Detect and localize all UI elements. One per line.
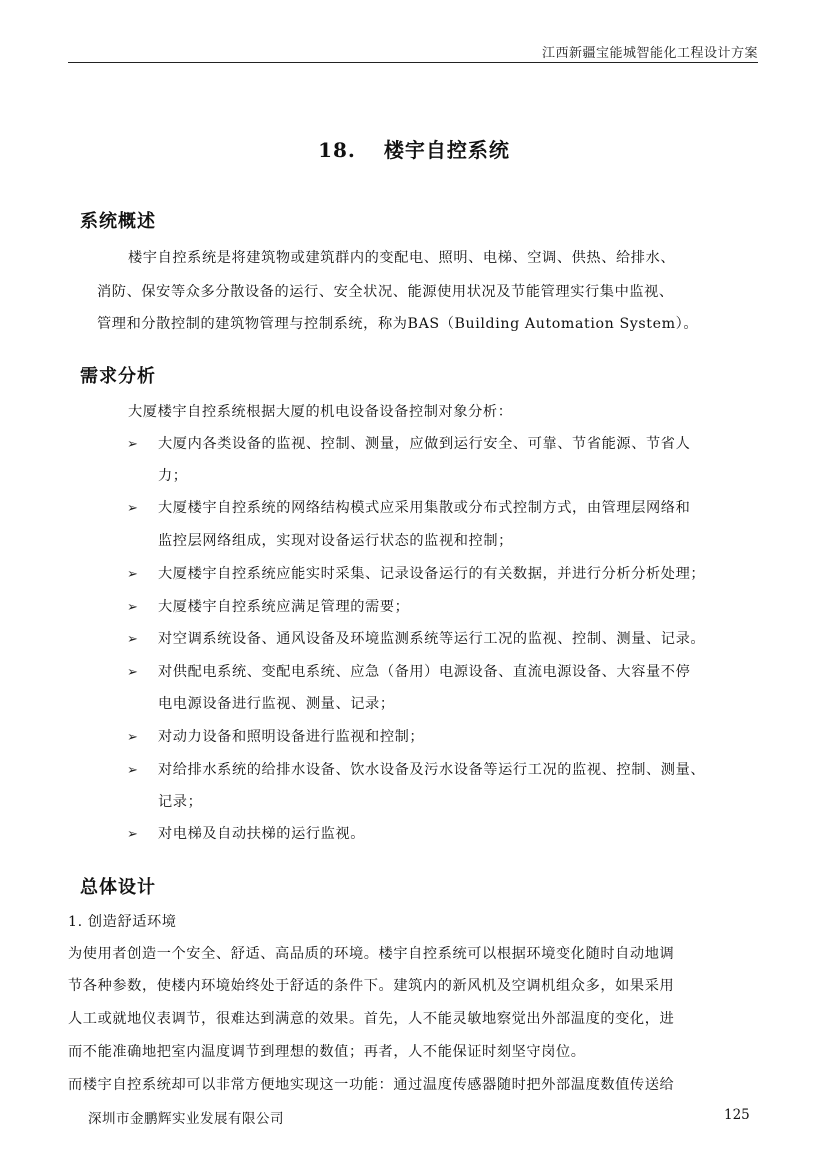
requirement-item-9: 对电梯及自动扶梯的运行监视。 [158, 826, 366, 842]
requirement-item-4: 大厦楼宇自控系统应满足管理的需要； [158, 599, 410, 615]
overview-line-3: 管理和分散控制的建筑物管理与控制系统，称为BAS（Building Automation System）。 [97, 316, 699, 332]
design-line-2: 节各种参数，使楼内环境始终处于舒适的条件下。建筑内的新风机及空调机组众多，如果采用 [68, 978, 675, 994]
requirement-item-1-line-2: 力； [158, 468, 188, 484]
design-subheading: 1. 创造舒适环境 [68, 914, 177, 930]
design-line-1: 为使用者创造一个安全、舒适、高品质的环境。楼宇自控系统可以根据环境变化随时自动地调 [68, 946, 675, 962]
bullet-icon: ➢ [127, 730, 138, 745]
requirements-intro: 大厦楼宇自控系统根据大厦的机电设备设备控制对象分析： [128, 404, 513, 420]
requirement-item-7: 对动力设备和照明设备进行监视和控制； [158, 729, 425, 745]
bullet-icon: ➢ [127, 632, 138, 647]
requirement-item-6-line-2: 电电源设备进行监视、测量、记录； [158, 696, 395, 712]
requirement-item-5: 对空调系统设备、通风设备及环境监测系统等运行工况的监视、控制、测量、记录。 [158, 631, 706, 647]
footer-company: 深圳市金鹏辉实业发展有限公司 [88, 1111, 284, 1127]
design-line-5: 而楼宇自控系统却可以非常方便地实现这一功能：通过温度传感器随时把外部温度数值传送给 [68, 1077, 675, 1093]
requirement-item-8-line-1: 对给排水系统的给排水设备、饮水设备及污水设备等运行工况的监视、控制、测量、 [158, 762, 706, 778]
bullet-icon: ➢ [127, 501, 138, 516]
requirement-item-3: 大厦楼宇自控系统应能实时采集、记录设备运行的有关数据，并进行分析分析处理； [158, 566, 706, 582]
design-line-4: 而不能准确地把室内温度调节到理想的数值；再者，人不能保证时刻坚守岗位。 [68, 1044, 586, 1060]
bullet-icon: ➢ [127, 827, 138, 842]
requirement-item-6-line-1: 对供配电系统、变配电系统、应急（备用）电源设备、直流电源设备、大容量不停 [158, 664, 691, 680]
section-heading-overview: 系统概述 [80, 211, 156, 232]
bullet-icon: ➢ [127, 665, 138, 680]
header-title: 江西新疆宝能城智能化工程设计方案 [541, 46, 758, 61]
bullet-icon: ➢ [127, 600, 138, 615]
section-heading-design: 总体设计 [80, 877, 156, 898]
overview-line-2: 消防、保安等众多分散设备的运行、安全状况、能源使用状况及节能管理实行集中监视、 [97, 284, 674, 300]
requirement-item-2-line-1: 大厦楼宇自控系统的网络结构模式应采用集散或分布式控制方式，由管理层网络和 [158, 500, 691, 516]
bullet-icon: ➢ [127, 763, 138, 778]
section-heading-requirements: 需求分析 [80, 366, 156, 387]
chapter-title-text: 楼宇自控系统 [383, 138, 510, 162]
requirement-item-8-line-2: 记录； [158, 794, 203, 810]
chapter-title [0, 134, 828, 163]
design-line-3: 人工或就地仪表调节，很难达到满意的效果。首先，人不能灵敏地察觉出外部温度的变化，进 [68, 1011, 675, 1027]
requirement-item-2-line-2: 监控层网络组成，实现对设备运行状态的监视和控制； [158, 533, 513, 549]
overview-line-1: 楼宇自控系统是将建筑物或建筑群内的变配电、照明、电梯、空调、供热、给排水、 [128, 250, 676, 266]
footer-page-number: 125 [724, 1107, 750, 1123]
chapter-number: 18. [318, 138, 356, 162]
bullet-icon: ➢ [127, 437, 138, 452]
bullet-icon: ➢ [127, 567, 138, 582]
requirement-item-1-line-1: 大厦内各类设备的监视、控制、测量，应做到运行安全、可靠、节省能源、节省人 [158, 436, 691, 452]
page-header [68, 42, 758, 63]
